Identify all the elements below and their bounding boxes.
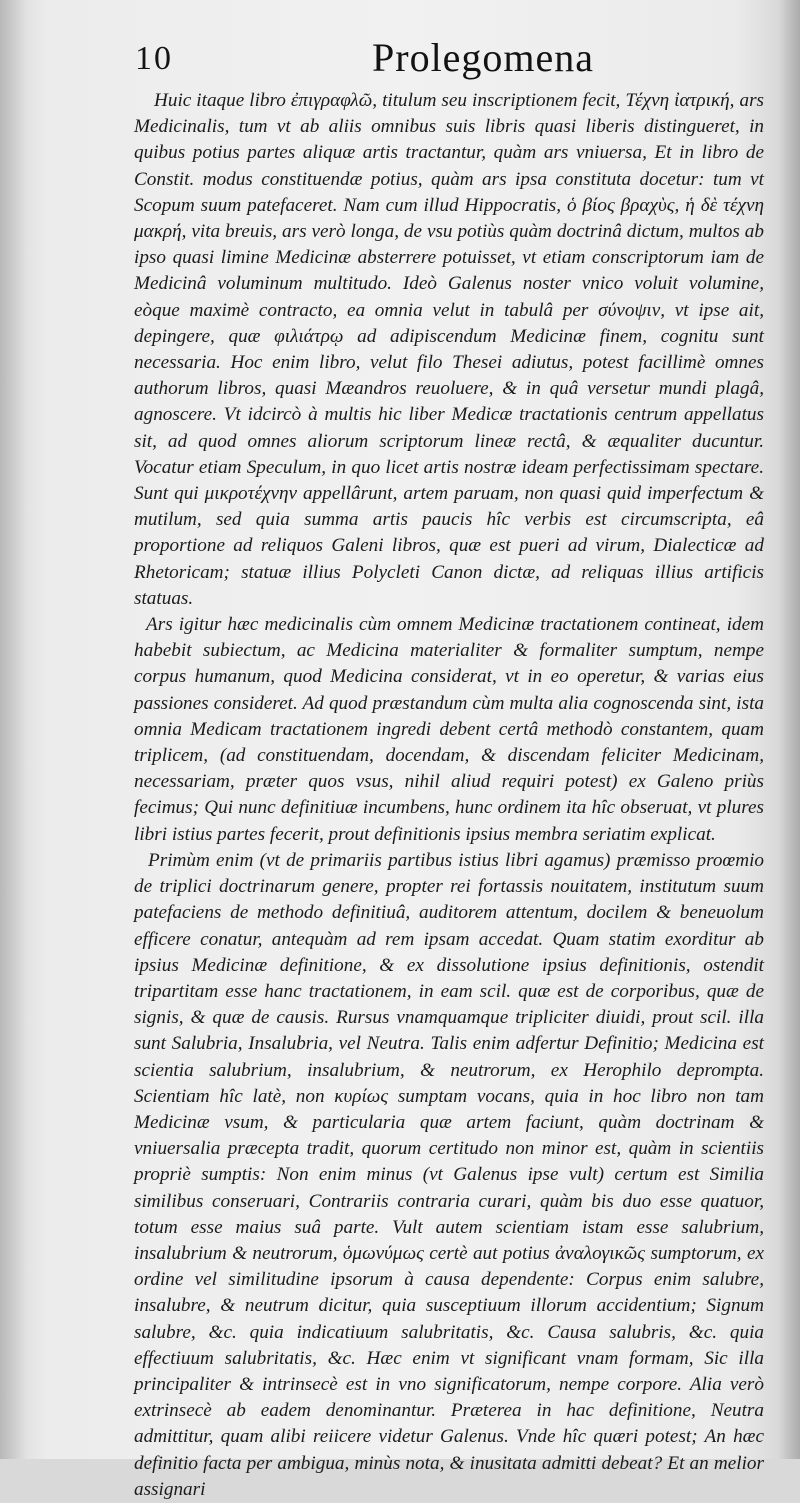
paragraph-1: Huic itaque libro ἐπιγραφλῶ, titulum seu inscriptionem fecit, Τέχνη ἰατρική, ars Medicinalis, tum vt ab aliis omnibus suis libris quasi liberis distingueret, in quibus potius partes aliquæ artis tractantur, quàm ars vniuersa, Et in libro de Constit. modus constituendæ potius, quàm ars ipsa constituta docetur: tum vt Scopum suum patefaceret. Nam cum illud Hippocratis, ὁ βίος βραχὺς, ἡ δὲ τέχνη μακρή, vita breuis, ars verò longa, de vsu potiùs quàm doctrinâ dictum, multos ab ipso quasi limine Medicinæ absterrere potuisset, vt etiam conscriptorum iam de Medicinâ voluminum multitudo. Ideò Galenus noster vnico voluit volumine, eòque maximè contracto, ea omnia velut in tabulâ per σύνοψιν, vt ipse ait, depingere, quæ φιλιάτρῳ ad adipiscendum Medicinæ finem, cognitu sunt necessaria. Hoc enim libro, velut filo Thesei adiutus, potest facillimè omnes authorum libros, quasi Mæandros reuoluere, & in quâ versetur mundi plagâ, agnoscere. Vt idcircò à multis hic liber Medicæ tractationis centrum appellatus sit, ad quod omnes aliorum scriptorum lineæ rectâ, & æqualiter ducuntur. Vocatur etiam Speculum, in quo licet artis nostræ ideam perfectissimam spectare. Sunt qui μικροτέχνην appellârunt, artem paruam, non quasi quid imperfectum & mutilum, sed quia summa artis paucis hîc verbis est circumscripta, eâ proportione ad reliquos Galeni libros, quæ est pueri ad virum, Dialecticæ ad Rhetoricam; statuæ illius Polycleti Canon dictæ, ad reliquas illius artificis statuas. [134, 90, 764, 609]
page-header [0, 0, 800, 90]
page-gutter-shadow [0, 0, 28, 1459]
paragraph-2: Ars igitur hæc medicinalis cùm omnem Medicinæ tractationem contineat, idem habebit subiectum, ac Medicina materialiter & formaliter sumptum, nempe corpus humanum, quod Medicina considerat, vt in eo operetur, & varias eius passiones consideret. Ad quod præstandum cùm multa alia cognoscenda sint, ista omnia Medicam tractationem ingredi debent certâ methodò constantem, quam triplicem, (ad constituendam, docendam, & discendam feliciter Medicinam, necessariam, præter quos vsus, nihil aliud requiri potest) ex Galeno priùs fecimus; Qui nunc definitiuæ incumbens, hunc ordinem ita hîc obseruat, vt plures libri istius partes fecerit, prout definitionis ipsius membra seriatim explicat. [134, 614, 764, 845]
main-text [134, 88, 764, 1500]
page-edge-shadow [778, 0, 800, 1459]
page-number: 10 [135, 40, 173, 77]
paragraph-3: Primùm enim (vt de primariis partibus istius libri agamus) præmisso proœmio de triplici doctrinarum genere, propter rei fortassis nouitatem, institutum suum patefaciens de methodo definitiuâ, auditorem attentum, docilem & beneuolum efficere conatur, antequàm ad rem ipsam accedat. Quam statim exorditur ab ipsius Medicinæ definitione, & ex dissolutione ipsius definitionis, ostendit tripartitam esse hanc tractationem, in eam scil. quæ est de corporibus, quæ de signis, & quæ de causis. Rursus vnamquamque tripliciter diuidi, prout scil. illa sunt Salubria, Insalubria, vel Neutra. Talis enim adfertur Definitio; Medicina est scientia salubrium, insalubrium, & neutrorum, ex Herophilo deprompta. Scientiam hîc latè, non κυρίως sumptam vocans, quia in hoc libro non tam Medicinæ vsum, & particularia quæ artem faciunt, quàm doctrinam & vniuersalia præcepta tradit, quorum certitudo non minor est, quàm in scientiis propriè sumptis: Non enim minus (vt Galenus ipse vult) certum est Similia similibus conseruari, Contrariis contraria curari, quàm bis duo esse quatuor, totum esse maius suâ parte. Vult autem scientiam istam esse salubrium, insalubrium & neutrorum, ὁμωνύμως certè aut potius ἀναλογικῶς sumptorum, ex ordine vel similitudine ipsorum à causa dependente: Corpus enim salubre, insalubre, & neutrum dicitur, quia susceptiuum illorum accidentium; Signum salubre, &c. quia indicatiuum salubritatis, &c. Causa salubris, &c. quia effectiuum salubritatis, &c. Hæc enim vt significant vnam formam, Sic illa principaliter & intrinsecè est in vno significatorum, nempe corpore. Alia verò extrinsecè ab eadem denominantur. Præterea in hac definitione, Neutra admittitur, quam alibi reiicere videtur Galenus. Vnde hîc quæri potest; An hæc definitio facta per ambigua, minùs nota, & inusitata admitti debeat? Et an melior assignari [134, 849, 764, 1500]
running-head: Prolegomena [372, 35, 595, 80]
